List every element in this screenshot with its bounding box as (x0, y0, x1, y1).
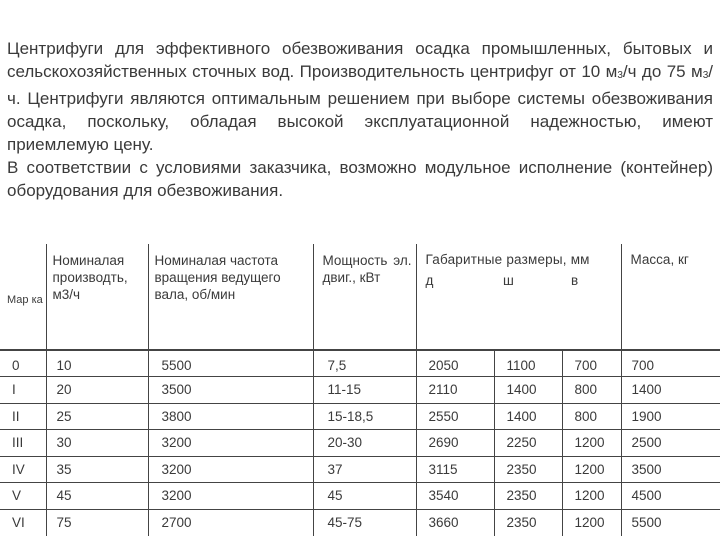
cell-capacity: 25 (46, 403, 148, 430)
cell-capacity: 10 (46, 350, 148, 377)
cell-mark: V (0, 483, 46, 510)
header-dimensions: Габаритные размеры, мм (416, 244, 621, 273)
cell-mark: 0 (0, 350, 46, 377)
header-power: Мощность эл. двиг., кВт (313, 244, 416, 350)
cell-capacity: 20 (46, 377, 148, 404)
cell-width: 2350 (494, 456, 562, 483)
header-height: в (562, 273, 621, 350)
cell-mark: IV (0, 456, 46, 483)
cell-power: 45-75 (313, 509, 416, 536)
cell-mass: 3500 (621, 456, 720, 483)
table-row (0, 483, 720, 510)
cell-speed: 3800 (148, 403, 313, 430)
cell-width: 1400 (494, 377, 562, 404)
cell-depth: 2110 (416, 377, 494, 404)
header-mark: Мар ка (0, 244, 46, 350)
header-capacity: Номиналая производть, м3/ч (46, 244, 148, 350)
cell-power: 11-15 (313, 377, 416, 404)
table-row (0, 430, 720, 457)
cell-width: 1100 (494, 350, 562, 377)
cell-mark: II (0, 403, 46, 430)
cell-speed: 2700 (148, 509, 313, 536)
header-depth: д (425, 273, 434, 288)
cell-speed: 3200 (148, 430, 313, 457)
cell-mass: 1900 (621, 403, 720, 430)
table-row (0, 403, 720, 430)
header-speed: Номиналая частота вращения ведущего вала, об/мин (148, 244, 313, 350)
cell-capacity: 35 (46, 456, 148, 483)
spec-table (0, 244, 720, 536)
cell-width: 1400 (494, 403, 562, 430)
cell-mass: 1400 (621, 377, 720, 404)
cell-width: 2350 (494, 483, 562, 510)
table-row (0, 456, 720, 483)
cell-depth: 2690 (416, 430, 494, 457)
cell-depth: 2050 (416, 350, 494, 377)
cell-speed: 3500 (148, 377, 313, 404)
cell-depth: 2550 (416, 403, 494, 430)
cell-width: 2350 (494, 509, 562, 536)
cell-mass: 700 (621, 350, 720, 377)
cell-width: 2250 (494, 430, 562, 457)
table-row (0, 509, 720, 536)
table-row (0, 350, 720, 377)
cell-height: 800 (562, 377, 621, 404)
cell-power: 45 (313, 483, 416, 510)
cell-power: 20-30 (313, 430, 416, 457)
cell-mass: 5500 (621, 509, 720, 536)
intro-paragraph-1: Центрифуги для эффективного обезвоживания осадка промышленных, бытовых и сельскохозяйственных сточных вод. Производительность центрифуг от 10 $м_3/ч$ до 75 $м_3/ч$. Центрифуги являются оптимальным решением при выборе системы обезвоживания осадка, поскольку, обладая высокой эксплуатационной надежностью, имеют приемлемую цену. (7, 39, 713, 154)
cell-depth: 3115 (416, 456, 494, 483)
cell-height: 1200 (562, 509, 621, 536)
cell-mark: III (0, 430, 46, 457)
cell-height: 700 (562, 350, 621, 377)
cell-height: 800 (562, 403, 621, 430)
cell-mark: I (0, 377, 46, 404)
cell-power: 15-18,5 (313, 403, 416, 430)
cell-depth: 3660 (416, 509, 494, 536)
intro-text (7, 37, 713, 202)
cell-capacity: 45 (46, 483, 148, 510)
cell-height: 1200 (562, 430, 621, 457)
cell-speed: 3200 (148, 456, 313, 483)
cell-power: 7,5 (313, 350, 416, 377)
header-mass: Масса, кг (630, 252, 689, 267)
intro-paragraph-2: В соответствии с условиями заказчика, возможно модульное исполнение (контейнер) оборудования для обезвоживания. (7, 158, 713, 200)
table-row (0, 377, 720, 404)
cell-height: 1200 (562, 483, 621, 510)
header-width: ш (503, 273, 514, 288)
cell-speed: 3200 (148, 483, 313, 510)
cell-mass: 2500 (621, 430, 720, 457)
cell-speed: 5500 (148, 350, 313, 377)
cell-capacity: 75 (46, 509, 148, 536)
cell-height: 1200 (562, 456, 621, 483)
cell-mark: VI (0, 509, 46, 536)
cell-mass: 4500 (621, 483, 720, 510)
cell-depth: 3540 (416, 483, 494, 510)
cell-power: 37 (313, 456, 416, 483)
cell-capacity: 30 (46, 430, 148, 457)
